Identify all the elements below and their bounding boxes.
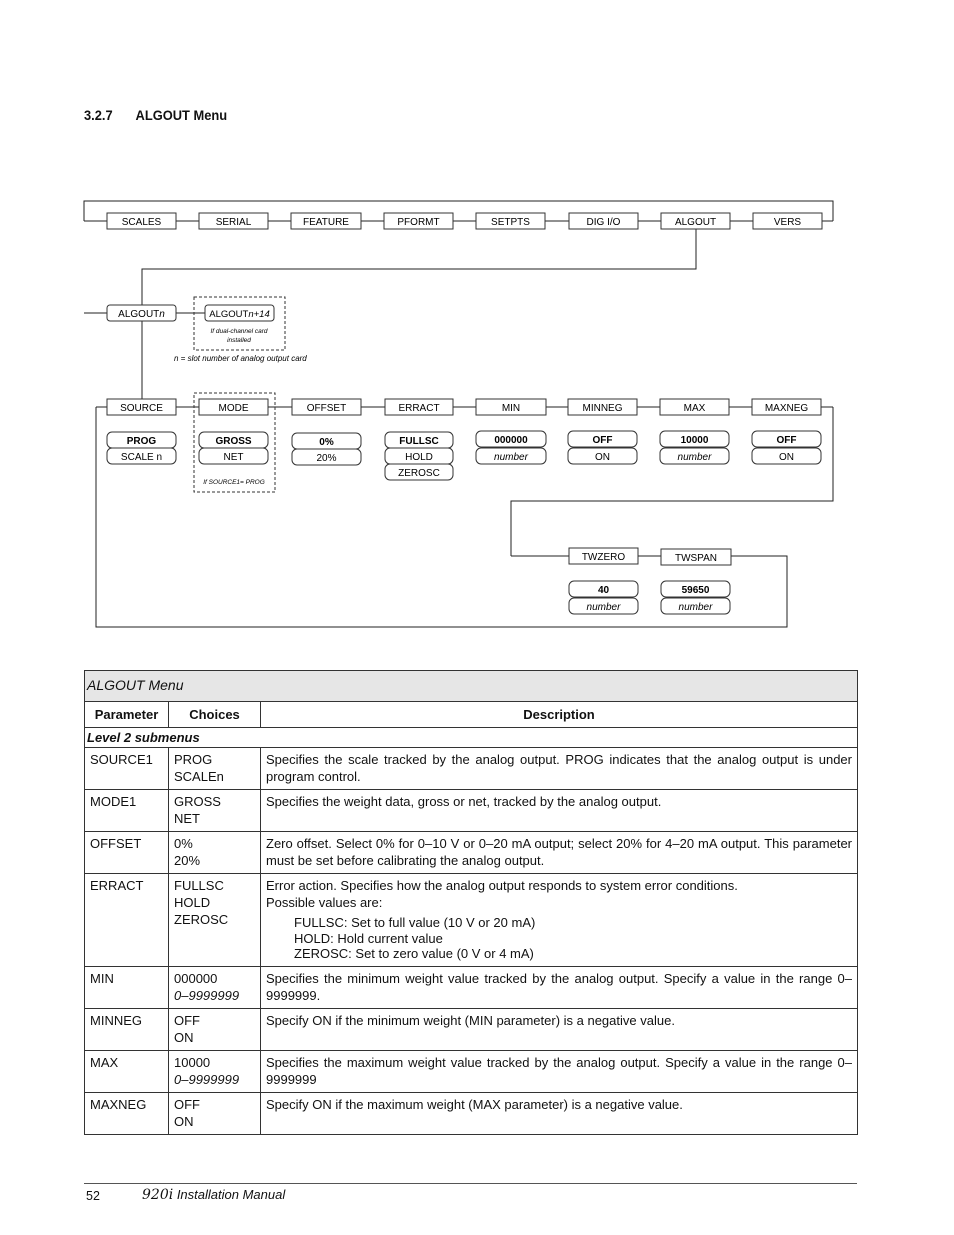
table-row xyxy=(85,1008,858,1050)
svg-text:number: number xyxy=(586,602,621,613)
svg-text:number: number xyxy=(494,452,528,463)
svg-text:40: 40 xyxy=(597,585,610,596)
param-description: Zero offset. Select 0% for 0–10 V or 0–20 mA output; select 20% for 4–20 mA output. This parameter must be set before calibrating the analog output. xyxy=(261,832,858,874)
choice: ON xyxy=(174,1029,194,1045)
param-description: Specifies the minimum weight value tracked by the analog output. Specify a value in the range 0–9999999. xyxy=(261,966,858,1008)
svg-text:MAX: MAX xyxy=(683,403,706,414)
section-number: 3.2.7 xyxy=(84,107,113,123)
option-pill[interactable] xyxy=(752,448,821,464)
param-max[interactable] xyxy=(660,399,729,415)
param-name: MIN xyxy=(85,966,169,1008)
choice: OFF xyxy=(174,1096,200,1112)
table-row xyxy=(85,790,858,832)
option-pill[interactable] xyxy=(661,598,730,614)
choice: 10000 xyxy=(174,1054,211,1070)
page-number: 52 xyxy=(86,1189,100,1203)
choice: 000000 xyxy=(174,970,218,986)
option-pill[interactable] xyxy=(385,464,453,480)
svg-text:10000: 10000 xyxy=(680,435,709,446)
table-row xyxy=(85,1092,858,1134)
possible-value: ZEROSC: Set to zero value (0 V or 4 mA) xyxy=(294,946,534,961)
svg-text:MINNEG: MINNEG xyxy=(582,403,623,414)
table-row xyxy=(85,874,858,967)
param-description: Specify ON if the minimum weight (MIN parameter) is a negative value. xyxy=(261,1008,858,1050)
param-name: OFFSET xyxy=(85,832,169,874)
param-twspan[interactable] xyxy=(661,549,731,565)
svg-text:TWSPAN: TWSPAN xyxy=(674,553,718,564)
header-description: Description xyxy=(261,702,858,728)
svg-text:ALGOUT: ALGOUT xyxy=(674,217,717,228)
param-offset[interactable] xyxy=(292,399,361,415)
section-title: ALGOUT Menu xyxy=(135,107,228,123)
algout-n-node[interactable] xyxy=(107,305,176,321)
algout-parameter-table xyxy=(84,670,858,1135)
param-mode[interactable] xyxy=(199,399,268,415)
svg-text:PFORMT: PFORMT xyxy=(397,217,440,228)
choice: ZEROSC xyxy=(174,912,229,927)
svg-text:20%: 20% xyxy=(316,453,337,464)
svg-text:FEATURE: FEATURE xyxy=(303,217,349,228)
option-values xyxy=(107,431,821,480)
header-parameter: Parameter xyxy=(85,702,169,728)
svg-text:SCALE n: SCALE n xyxy=(120,452,163,463)
svg-text:MODE: MODE xyxy=(218,403,249,414)
table-row xyxy=(85,1050,858,1092)
param-twzero[interactable] xyxy=(569,548,638,564)
choice: GROSS xyxy=(174,794,221,809)
choice: 0–9999999 xyxy=(174,1071,240,1087)
option-pill[interactable] xyxy=(661,581,730,597)
param-description: Specifies the scale tracked by the analog output. PROG indicates that the analog output is under program control. xyxy=(261,748,858,790)
svg-text:VERS: VERS xyxy=(773,217,802,228)
svg-text:ALGOUTn+14: ALGOUTn+14 xyxy=(209,309,270,320)
svg-text:MIN: MIN xyxy=(501,403,521,414)
top-menu-item[interactable] xyxy=(107,213,176,229)
svg-text:OFF: OFF xyxy=(592,435,613,446)
option-pill[interactable] xyxy=(385,432,453,448)
param-maxneg[interactable] xyxy=(752,399,821,415)
param-description: Specify ON if the maximum weight (MAX parameter) is a negative value. xyxy=(261,1092,858,1134)
algout-n14-node[interactable] xyxy=(205,305,274,321)
svg-text:000000: 000000 xyxy=(494,435,528,446)
param-min[interactable] xyxy=(476,399,546,415)
svg-text:GROSS: GROSS xyxy=(215,436,252,447)
top-menu-item[interactable] xyxy=(384,213,453,229)
svg-text:DIG I/O: DIG I/O xyxy=(586,217,621,228)
top-menu-item[interactable] xyxy=(569,213,638,229)
svg-text:FULLSC: FULLSC xyxy=(399,436,439,447)
table-title: ALGOUT Menu xyxy=(85,671,858,702)
option-pill[interactable] xyxy=(569,598,638,614)
svg-text:NET: NET xyxy=(223,452,244,463)
param-description: Specifies the weight data, gross or net, tracked by the analog output. xyxy=(261,790,858,832)
table-subheading: Level 2 submenus xyxy=(85,728,858,748)
svg-text:SETPTS: SETPTS xyxy=(491,217,530,228)
option-pill[interactable] xyxy=(107,432,176,448)
top-menu-item[interactable] xyxy=(291,213,361,229)
choice: SCALEn xyxy=(174,769,224,784)
top-menu-item[interactable] xyxy=(476,213,545,229)
choice: 0–9999999 xyxy=(174,987,240,1003)
choice: 20% xyxy=(174,853,201,868)
param-description: Error action. Specifies how the analog output responds to system error conditions. xyxy=(266,878,738,893)
option-pill[interactable] xyxy=(660,448,729,464)
svg-text:ZEROSC: ZEROSC xyxy=(398,468,440,479)
svg-text:TWZERO: TWZERO xyxy=(581,552,626,563)
svg-text:ALGOUTn: ALGOUTn xyxy=(118,309,165,320)
top-menu-item[interactable] xyxy=(753,213,822,229)
svg-text:SCALES: SCALES xyxy=(121,217,162,228)
param-minneg[interactable] xyxy=(568,399,637,415)
dual-channel-note: If dual-channel card xyxy=(210,328,268,335)
top-menu-item[interactable] xyxy=(661,213,730,229)
option-pill[interactable] xyxy=(292,433,361,449)
tw-option-values xyxy=(569,581,730,614)
option-pill[interactable] xyxy=(199,448,268,464)
svg-text:ERRACT: ERRACT xyxy=(398,403,440,414)
svg-text:MAXNEG: MAXNEG xyxy=(764,403,809,414)
param-description: Specifies the maximum weight value tracked by the analog output. Specify a value in the range 0–9999999 xyxy=(261,1050,858,1092)
param-source[interactable] xyxy=(107,399,176,415)
svg-text:0%: 0% xyxy=(319,437,334,448)
svg-text:PROG: PROG xyxy=(126,436,157,447)
option-pill[interactable] xyxy=(752,431,821,447)
param-name: MAX xyxy=(85,1050,169,1092)
option-pill[interactable] xyxy=(107,448,176,464)
param-description-2: Possible values are: xyxy=(266,895,383,910)
option-pill[interactable] xyxy=(476,448,546,464)
param-name: MODE1 xyxy=(85,790,169,832)
svg-text:SOURCE: SOURCE xyxy=(120,403,163,414)
top-menu-item[interactable] xyxy=(199,213,268,229)
manual-title xyxy=(142,1187,285,1203)
header-choices: Choices xyxy=(169,702,261,728)
table-row xyxy=(85,966,858,1008)
table-row xyxy=(85,748,858,790)
param-name: ERRACT xyxy=(85,874,169,967)
dual-channel-note-2: installed xyxy=(227,337,251,344)
slot-note: n = slot number of analog output card xyxy=(174,354,307,363)
option-pill[interactable] xyxy=(568,431,637,447)
footer-divider xyxy=(84,1183,857,1184)
choice: 0% xyxy=(174,836,193,851)
svg-text:OFF: OFF xyxy=(776,435,797,446)
svg-text:HOLD: HOLD xyxy=(405,452,433,463)
possible-value: HOLD: Hold current value xyxy=(294,930,443,946)
option-pill[interactable] xyxy=(660,431,729,447)
option-pill[interactable] xyxy=(199,432,268,448)
model-name: 920i xyxy=(142,1187,174,1203)
param-name: SOURCE1 xyxy=(85,748,169,790)
option-pill[interactable] xyxy=(569,581,638,597)
param-name: MAXNEG xyxy=(85,1092,169,1134)
option-pill[interactable] xyxy=(476,431,546,447)
choice: ON xyxy=(174,1113,194,1129)
svg-text:ON: ON xyxy=(595,452,610,463)
option-pill[interactable] xyxy=(568,448,637,464)
choice: HOLD xyxy=(174,895,211,910)
choice: PROG xyxy=(174,752,213,767)
svg-text:ON: ON xyxy=(779,452,794,463)
option-pill[interactable] xyxy=(385,448,453,464)
svg-text:SERIAL: SERIAL xyxy=(215,217,252,228)
choice: NET xyxy=(174,811,200,826)
svg-text:number: number xyxy=(677,452,712,463)
manual-title-rest: Installation Manual xyxy=(173,1187,286,1202)
option-pill[interactable] xyxy=(292,449,361,465)
possible-value: FULLSC: Set to full value (10 V or 20 mA) xyxy=(294,915,536,930)
param-erract[interactable] xyxy=(385,399,453,415)
svg-text:59650: 59650 xyxy=(681,585,710,596)
table-row xyxy=(85,832,858,874)
choice: FULLSC xyxy=(174,878,224,893)
param-name: MINNEG xyxy=(85,1008,169,1050)
mode-note: If SOURCE1= PROG xyxy=(203,479,265,486)
choice: OFF xyxy=(174,1012,200,1028)
svg-text:OFFSET: OFFSET xyxy=(306,403,347,414)
svg-text:number: number xyxy=(678,602,713,613)
